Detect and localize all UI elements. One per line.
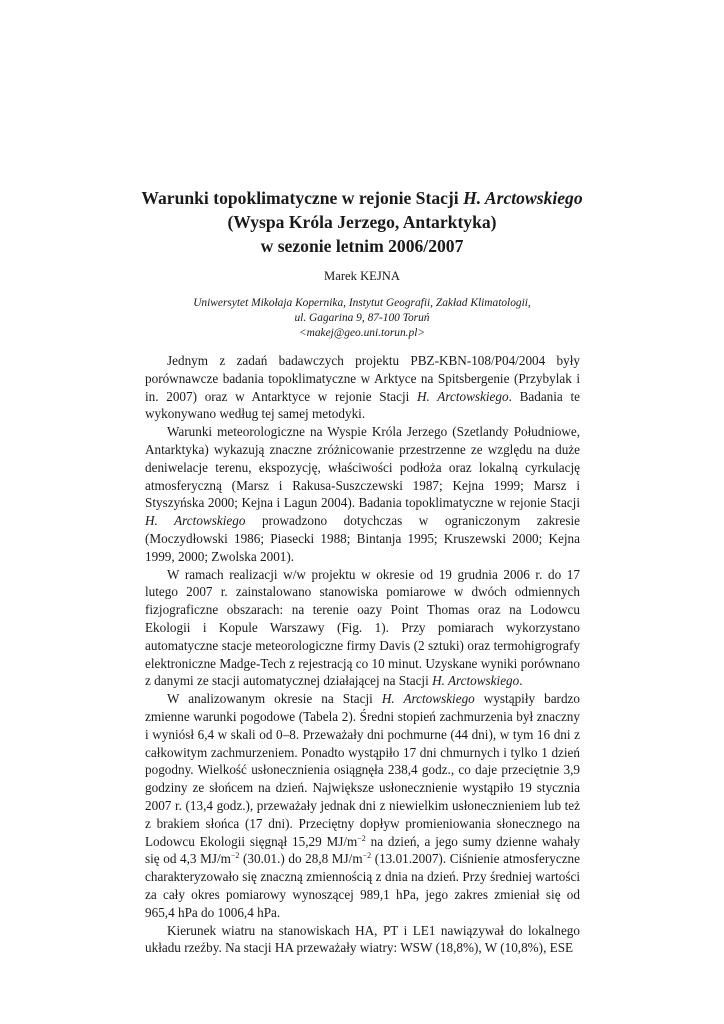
paragraph-text: prowadzono dotychczas w ograniczonym zakresie (Moczydłowski 1986; Piasecki 1988; Bintanja 1995; Kruszewski 2000; Kejna 1999, 2000; Zwolska 2001). <box>145 513 580 564</box>
title-text: Warunki topoklimatyczne w rejonie Stacji <box>141 188 464 208</box>
station-name: H. Arctowskiego <box>381 691 475 707</box>
superscript: −2 <box>357 833 366 843</box>
superscript: −2 <box>230 851 240 861</box>
paragraph-text: . <box>519 673 523 689</box>
title-station-name: H. Arctowskiego <box>463 188 583 208</box>
paragraph-text: W ramach realizacji w/w projektu w okresie od 19 grudnia 2006 r. do 17 lutego 2007 r. zainstalowano stanowiska pomiarowe w dwóch odmiennych fizjograficzne obszarach: na terenie oazy Point Thomas oraz na Lodowcu Ekologii i Kopule Warszawy (Fig. 1). Przy pomiarach wykorzystano automatyczne stacje meteorologiczne firmy Davis (2 sztuki) oraz termohigrografy elektroniczne Madge-Tech z rejestracją co 10 minut. Uzyskane wyniki porównano z danymi ze stacji automatycznej działającej na Stacji <box>145 566 580 689</box>
station-name: H. Arctowskiego <box>432 673 520 689</box>
paragraph-text: Kierunek wiatru na stanowiskach HA, PT i LE1 nawiązywał do lokalnego układu rzeźby. Na stacji HA przeważały wiatry: WSW (18,8%), W (10,8%), ESE <box>145 922 580 956</box>
body-text <box>145 352 580 957</box>
paragraph-text: Jednym z zadań badawczych projektu PBZ-KBN-108/P04/2004 były porównawcze badania topoklimatyczne w Arktyce na Spitsbergenie (Przybylak i in. 2007) oraz w Antarktyce w rejonie Stacji <box>145 353 580 404</box>
affiliation-email: <makej@geo.uni.torun.pl> <box>298 327 426 339</box>
title-line-1 <box>100 186 624 210</box>
paragraph-text: (13.01.2007). Ciśnienie atmosferyczne charakteryzowało się znaczną zmiennością z dnia na dzień. Przy średniej wartości za cały okres pomiarowy wynoszącej 989,1 hPa, jego zakres zmieniał się od 965,4 hPa do 1006,4 hPa. <box>145 851 580 920</box>
paragraph-3 <box>145 566 580 691</box>
affiliation-institution: Uniwersytet Mikołaja Kopernika, Instytut Geografii, Zakład Klimatologii, <box>193 297 531 309</box>
paragraph-1 <box>145 352 580 423</box>
title-line-2: (Wyspa Króla Jerzego, Antarktyka) <box>227 212 497 232</box>
affiliation-address: ul. Gagarina 9, 87-100 Toruń <box>294 312 430 324</box>
paragraph-5 <box>145 922 580 958</box>
paragraph-text: wystąpiły bardzo zmienne warunki pogodowe (Tabela 2). Średni stopień zachmurzenia był znaczny i wyniósł 6,4 w skali od 0–8. Przeważały dni pochmurne (44 dni), w tym 16 dni z całkowitym zachmurzeniem. Ponadto wystąpiło 17 dni chmurnych i tylko 1 dzień pogodny. Wielkość usłonecznienia osiągnęła 238,4 godz., co daje przeciętnie 3,9 godziny ze słońcem na dzień. Największe usłonecznienie wystąpiło 19 stycznia 2007 r. (13,4 godz.), przeważały jednak dni z niewielkim usłonecznieniem lub też z brakiem słońca (17 dni). Przeciętny dopływ promieniowania słonecznego na Lodowcu Ekologii sięgnął 15,29 MJ/m <box>145 691 580 849</box>
paragraph-text: . Badania te wykonywano według tej samej metodyki. <box>145 388 580 422</box>
author-name: Marek KEJNA <box>324 269 400 283</box>
paragraph-text: W analizowanym okresie na Stacji <box>167 691 382 707</box>
paragraph-text: (30.01.) do 28,8 MJ/m <box>239 851 363 867</box>
paragraph-4 <box>145 690 580 921</box>
station-name: H. Arctowskiego <box>417 388 509 404</box>
station-name: H. Arctowskiego <box>145 513 246 529</box>
affiliation <box>100 296 624 341</box>
title-line-3: w sezonie letnim 2006/2007 <box>260 236 464 256</box>
paragraph-text: Warunki meteorologiczne na Wyspie Króla Jerzego (Szetlandy Południowe, Antarktyka) wykazują znaczne zróżnicowanie przestrzenne ze względu na duże deniwelacje terenu, ekspozycję, właściwości podłoża oraz lokalną cyrkulację atmosferyczną (Marsz i Rakusa-Suszczewski 1987; Kejna 1999; Marsz i Styszyńska 2000; Kejna i Lagun 2004). Badania topoklimatyczne w rejonie Stacji <box>145 424 580 511</box>
paragraph-text: na dzień, a jego sumy dzienne wahały się od 4,3 MJ/m <box>145 833 580 867</box>
superscript: −2 <box>362 851 372 861</box>
paragraph-2 <box>145 423 580 565</box>
paper-title <box>100 186 624 258</box>
